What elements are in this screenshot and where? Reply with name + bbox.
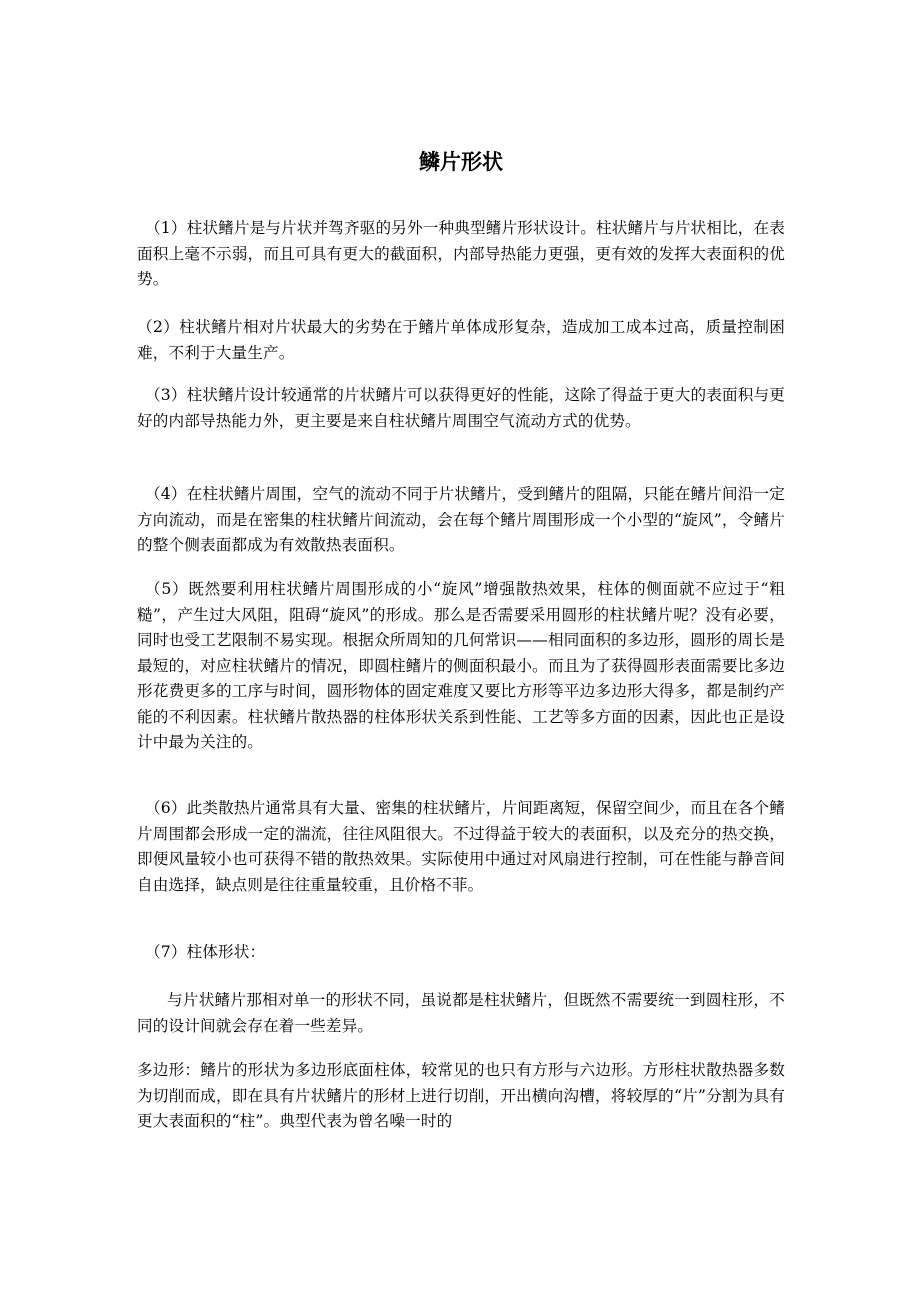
paragraph-8: 与片状鳍片那相对单一的形状不同，虽说都是柱状鳍片，但既然不需要统一到圆柱形，不同的设计间就会存在着一些差异。 (137, 991, 785, 1035)
paragraph-5: （5）既然要利用柱状鳍片周围形成的小“旋风”增强散热效果，柱体的侧面就不应过于“粗糙”，产生过大风阻，阻碍“旋风”的形成。那么是否需要采用圆形的柱状鳍片呢？没有必要，同时也受工艺限制不易实现。根据众所周知的几何常识——相同面积的多边形，圆形的周长是最短的，对应柱状鳍片的情况，即圆柱鳍片的侧面积最小。而且为了获得圆形表面需要比多边形花费更多的工序与时间，圆形物体的固定难度又要比方形等平边多边形大得多，都是制约产能的不利因素。柱状鳍片散热器的柱体形状关系到性能、工艺等多方面的因素，因此也正是设计中最为关注的。 (137, 580, 785, 751)
paragraph-1: （1）柱状鳍片是与片状并驾齐驱的另外一种典型鳍片形状设计。柱状鳍片与片状相比，在表面积上毫不示弱，而且可具有更大的截面积，内部导热能力更强，更有效的发挥大表面积的优势。 (137, 219, 785, 288)
paragraph-3: （3）柱状鳍片设计较通常的片状鳍片可以获得更好的性能，这除了得益于更大的表面积与更好的内部导热能力外，更主要是来自柱状鳍片周围空气流动方式的优势。 (137, 386, 785, 430)
paragraph-6: （6）此类散热片通常具有大量、密集的柱状鳍片，片间距离短，保留空间少，而且在各个鳍片周围都会形成一定的湍流，往往风阻很大。不过得益于较大的表面积，以及充分的热交换，即便风量较小也可获得不错的散热效果。实际使用中通过对风扇进行控制，可在性能与静音间自由选择，缺点则是往往重量较重，且价格不菲。 (137, 799, 785, 894)
paragraph-7: （7）柱体形状： (145, 943, 266, 961)
paragraph-9: 多边形：鳍片的形状为多边形底面柱体，较常见的也只有方形与六边形。方形柱状散热器多数为切削而成，即在具有片状鳍片的形材上进行切削，开出横向沟槽，将较厚的“片”分割为具有更大表面积的“柱”。典型代表为曾名噪一时的 (137, 1061, 785, 1130)
document-title: 鳞片形状 (419, 150, 503, 174)
paragraph-4: （4）在柱状鳍片周围，空气的流动不同于片状鳍片，受到鳍片的阻隔，只能在鳍片间沿一定方向流动，而是在密集的柱状鳍片间流动，会在每个鳍片周围形成一个小型的“旋风”，令鳍片的整个侧表面都成为有效散热表面积。 (137, 485, 785, 554)
paragraph-2: （2）柱状鳍片相对片状最大的劣势在于鳍片单体成形复杂，造成加工成本过高，质量控制困难，不利于大量生产。 (137, 318, 785, 362)
